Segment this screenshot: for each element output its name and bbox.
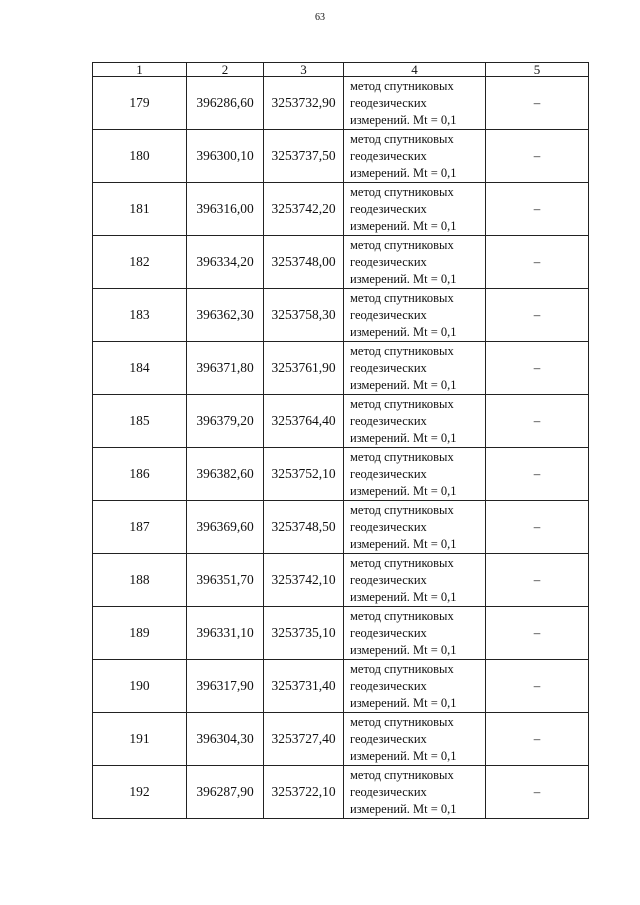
table-row xyxy=(93,660,589,713)
x-coordinate-cell: 396351,70 xyxy=(187,554,264,607)
method-cell xyxy=(344,501,486,554)
method-line: геодезических xyxy=(350,148,427,163)
point-number-cell: 181 xyxy=(93,183,187,236)
note-cell: – xyxy=(486,342,589,395)
y-coordinate-cell: 3253748,00 xyxy=(264,236,344,289)
method-line: измерений. Mt = 0,1 xyxy=(350,589,457,604)
x-coordinate-cell: 396287,90 xyxy=(187,766,264,819)
x-coordinate-cell: 396331,10 xyxy=(187,607,264,660)
method-line: метод спутниковых xyxy=(350,343,454,358)
note-cell: – xyxy=(486,236,589,289)
method-cell xyxy=(344,130,486,183)
table-row xyxy=(93,395,589,448)
table-row xyxy=(93,607,589,660)
table-row xyxy=(93,448,589,501)
method-line: геодезических xyxy=(350,360,427,375)
point-number-cell: 186 xyxy=(93,448,187,501)
x-coordinate-cell: 396369,60 xyxy=(187,501,264,554)
x-coordinate-cell: 396334,20 xyxy=(187,236,264,289)
method-line: измерений. Mt = 0,1 xyxy=(350,430,457,445)
point-number-cell: 185 xyxy=(93,395,187,448)
column-header: 2 xyxy=(187,63,264,77)
method-line: геодезических xyxy=(350,307,427,322)
method-line: измерений. Mt = 0,1 xyxy=(350,483,457,498)
method-cell xyxy=(344,448,486,501)
table-row xyxy=(93,501,589,554)
method-line: геодезических xyxy=(350,678,427,693)
point-number-cell: 191 xyxy=(93,713,187,766)
x-coordinate-cell: 396300,10 xyxy=(187,130,264,183)
x-coordinate-cell: 396317,90 xyxy=(187,660,264,713)
method-line: геодезических xyxy=(350,201,427,216)
method-cell xyxy=(344,766,486,819)
method-line: измерений. Mt = 0,1 xyxy=(350,377,457,392)
method-line: метод спутниковых xyxy=(350,608,454,623)
method-line: измерений. Mt = 0,1 xyxy=(350,324,457,339)
table-header-row xyxy=(93,63,589,77)
page-number: 63 xyxy=(315,12,325,23)
point-number-cell: 188 xyxy=(93,554,187,607)
note-cell: – xyxy=(486,183,589,236)
table-row xyxy=(93,130,589,183)
y-coordinate-cell: 3253761,90 xyxy=(264,342,344,395)
method-line: измерений. Mt = 0,1 xyxy=(350,218,457,233)
method-line: геодезических xyxy=(350,519,427,534)
method-line: метод спутниковых xyxy=(350,502,454,517)
y-coordinate-cell: 3253732,90 xyxy=(264,77,344,130)
method-line: метод спутниковых xyxy=(350,767,454,782)
note-cell: – xyxy=(486,554,589,607)
method-line: метод спутниковых xyxy=(350,449,454,464)
method-line: метод спутниковых xyxy=(350,131,454,146)
note-cell: – xyxy=(486,501,589,554)
method-line: геодезических xyxy=(350,413,427,428)
column-header: 3 xyxy=(264,63,344,77)
note-cell: – xyxy=(486,607,589,660)
y-coordinate-cell: 3253722,10 xyxy=(264,766,344,819)
y-coordinate-cell: 3253731,40 xyxy=(264,660,344,713)
y-coordinate-cell: 3253764,40 xyxy=(264,395,344,448)
point-number-cell: 182 xyxy=(93,236,187,289)
x-coordinate-cell: 396382,60 xyxy=(187,448,264,501)
point-number-cell: 183 xyxy=(93,289,187,342)
point-number-cell: 180 xyxy=(93,130,187,183)
point-number-cell: 189 xyxy=(93,607,187,660)
x-coordinate-cell: 396379,20 xyxy=(187,395,264,448)
table-row xyxy=(93,183,589,236)
method-line: измерений. Mt = 0,1 xyxy=(350,642,457,657)
note-cell: – xyxy=(486,448,589,501)
note-cell: – xyxy=(486,660,589,713)
note-cell: – xyxy=(486,77,589,130)
method-line: геодезических xyxy=(350,572,427,587)
method-line: геодезических xyxy=(350,466,427,481)
point-number-cell: 190 xyxy=(93,660,187,713)
note-cell: – xyxy=(486,395,589,448)
table-row xyxy=(93,554,589,607)
method-line: геодезических xyxy=(350,625,427,640)
method-cell xyxy=(344,554,486,607)
method-cell xyxy=(344,236,486,289)
x-coordinate-cell: 396316,00 xyxy=(187,183,264,236)
method-line: метод спутниковых xyxy=(350,290,454,305)
method-cell xyxy=(344,713,486,766)
method-cell xyxy=(344,183,486,236)
method-line: измерений. Mt = 0,1 xyxy=(350,695,457,710)
method-line: метод спутниковых xyxy=(350,78,454,93)
point-number-cell: 187 xyxy=(93,501,187,554)
y-coordinate-cell: 3253748,50 xyxy=(264,501,344,554)
note-cell: – xyxy=(486,713,589,766)
method-line: метод спутниковых xyxy=(350,184,454,199)
table-row xyxy=(93,236,589,289)
table-row xyxy=(93,713,589,766)
y-coordinate-cell: 3253737,50 xyxy=(264,130,344,183)
method-line: измерений. Mt = 0,1 xyxy=(350,536,457,551)
y-coordinate-cell: 3253758,30 xyxy=(264,289,344,342)
method-line: измерений. Mt = 0,1 xyxy=(350,748,457,763)
method-cell xyxy=(344,395,486,448)
method-line: геодезических xyxy=(350,254,427,269)
x-coordinate-cell: 396362,30 xyxy=(187,289,264,342)
y-coordinate-cell: 3253727,40 xyxy=(264,713,344,766)
method-cell xyxy=(344,289,486,342)
column-header: 1 xyxy=(93,63,187,77)
table-row xyxy=(93,766,589,819)
y-coordinate-cell: 3253735,10 xyxy=(264,607,344,660)
method-line: метод спутниковых xyxy=(350,661,454,676)
x-coordinate-cell: 396286,60 xyxy=(187,77,264,130)
method-cell xyxy=(344,77,486,130)
method-line: метод спутниковых xyxy=(350,555,454,570)
x-coordinate-cell: 396371,80 xyxy=(187,342,264,395)
method-line: измерений. Mt = 0,1 xyxy=(350,271,457,286)
point-number-cell: 192 xyxy=(93,766,187,819)
note-cell: – xyxy=(486,766,589,819)
method-line: измерений. Mt = 0,1 xyxy=(350,112,457,127)
point-number-cell: 179 xyxy=(93,77,187,130)
column-header: 4 xyxy=(344,63,486,77)
table-row xyxy=(93,289,589,342)
y-coordinate-cell: 3253752,10 xyxy=(264,448,344,501)
column-header: 5 xyxy=(486,63,589,77)
x-coordinate-cell: 396304,30 xyxy=(187,713,264,766)
method-line: геодезических xyxy=(350,731,427,746)
note-cell: – xyxy=(486,130,589,183)
table-row xyxy=(93,342,589,395)
point-number-cell: 184 xyxy=(93,342,187,395)
method-line: метод спутниковых xyxy=(350,714,454,729)
method-line: измерений. Mt = 0,1 xyxy=(350,165,457,180)
y-coordinate-cell: 3253742,10 xyxy=(264,554,344,607)
method-cell xyxy=(344,660,486,713)
method-line: метод спутниковых xyxy=(350,396,454,411)
coordinates-table xyxy=(92,62,589,819)
y-coordinate-cell: 3253742,20 xyxy=(264,183,344,236)
table-body xyxy=(93,77,589,819)
method-line: геодезических xyxy=(350,784,427,799)
method-cell xyxy=(344,607,486,660)
method-line: метод спутниковых xyxy=(350,237,454,252)
method-line: измерений. Mt = 0,1 xyxy=(350,801,457,816)
note-cell: – xyxy=(486,289,589,342)
table-row xyxy=(93,77,589,130)
method-cell xyxy=(344,342,486,395)
method-line: геодезических xyxy=(350,95,427,110)
